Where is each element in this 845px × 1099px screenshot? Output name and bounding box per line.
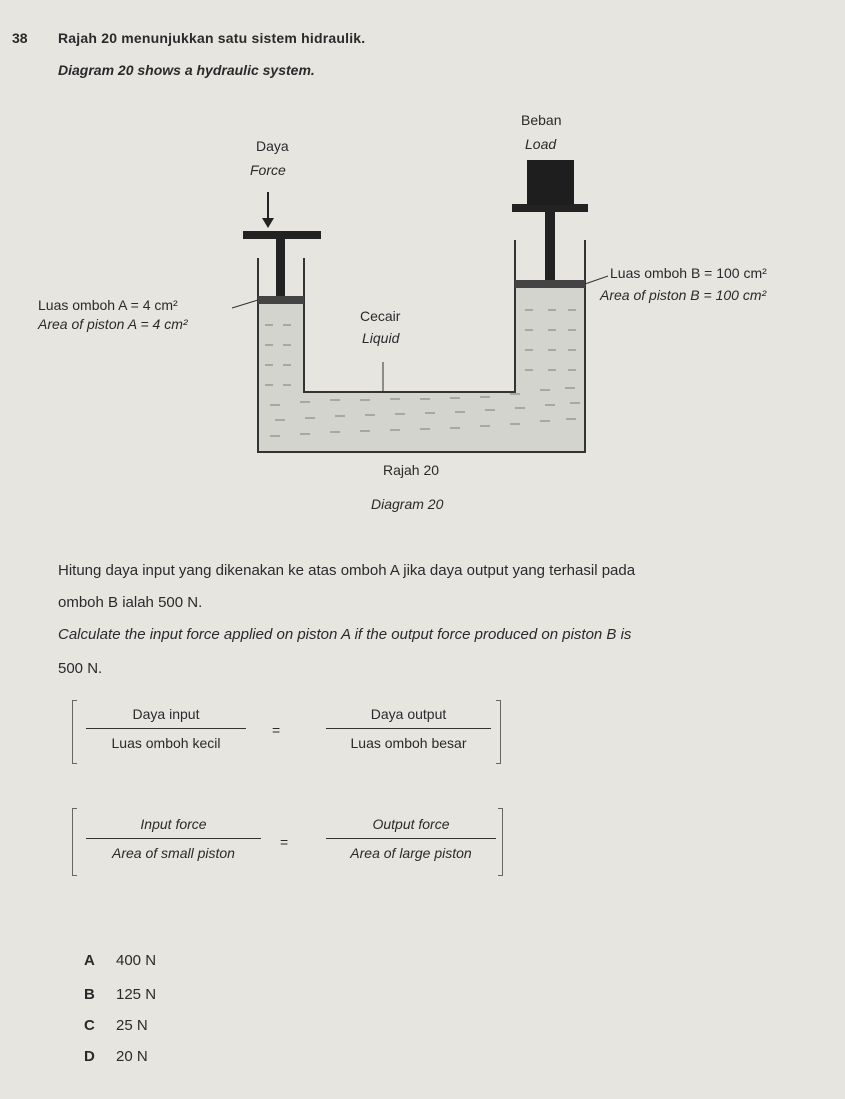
question-stem-english: Diagram 20 shows a hydraulic system.: [58, 62, 315, 78]
option-value: 20 N: [116, 1048, 148, 1065]
option-c[interactable]: [84, 1017, 148, 1034]
option-letter: C: [84, 1017, 95, 1034]
option-value: 125 N: [116, 986, 157, 1003]
formula-english-right-numerator: Output force: [372, 816, 450, 832]
option-letter: A: [84, 952, 95, 969]
formula-english: [76, 808, 506, 868]
formula-english-left-denominator: Area of small piston: [112, 845, 235, 861]
formula-english-left-numerator: Input force: [140, 816, 207, 832]
question-number: 38: [12, 30, 28, 46]
formula-english-left-bracket: [72, 808, 77, 876]
piston-b-label-english: Area of piston B = 100 cm²: [600, 287, 767, 303]
formula-english-right-bracket: [498, 808, 503, 876]
formula-malay-right-numerator: Daya output: [370, 706, 447, 722]
force-arrow: [262, 192, 274, 228]
piston-a-label-english: Area of piston A = 4 cm²: [38, 316, 188, 332]
formula-malay-left-fraction: [86, 706, 246, 751]
question-text-malay-line-2: omboh B ialah 500 N.: [58, 594, 203, 611]
liquid-label-malay: Cecair: [360, 308, 401, 324]
question-text-english-line-2: 500 N.: [58, 660, 103, 677]
piston-b-label-malay: Luas omboh B = 100 cm²: [610, 265, 767, 281]
option-value: 25 N: [116, 1017, 148, 1034]
option-letter: B: [84, 986, 95, 1003]
formula-malay-left-denominator: Luas omboh kecil: [111, 735, 221, 751]
question-stem-malay: Rajah 20 menunjukkan satu sistem hidraulik.: [58, 30, 366, 46]
hydraulic-system-diagram: [0, 0, 845, 520]
force-label-english: Force: [250, 162, 286, 178]
liquid-body: [258, 286, 585, 452]
piston-b: [512, 204, 588, 288]
option-a[interactable]: [84, 952, 156, 969]
piston-a: [243, 231, 321, 304]
formula-malay-right-bracket: [496, 700, 501, 764]
piston-b-leader-line: [585, 276, 608, 284]
question-text-malay-line-1: Hitung daya input yang dikenakan ke atas omboh A jika daya output yang terhasil pada: [58, 562, 636, 579]
diagram-caption-english: Diagram 20: [371, 496, 444, 512]
piston-a-label-malay: Luas omboh A = 4 cm²: [38, 297, 178, 313]
formula-english-right-fraction: [326, 816, 496, 861]
diagram-caption-malay: Rajah 20: [383, 462, 440, 478]
container-inner-wall: [304, 240, 515, 392]
formula-malay: [76, 700, 506, 760]
piston-a-leader-line: [232, 300, 258, 308]
load-label-malay: Beban: [521, 112, 562, 128]
option-b[interactable]: [84, 986, 156, 1003]
formula-malay-right-denominator: Luas omboh besar: [350, 735, 467, 751]
formula-malay-left-bracket: [72, 700, 77, 764]
load-label-english: Load: [525, 136, 557, 152]
formula-malay-left-numerator: Daya input: [132, 706, 200, 722]
formula-malay-equals: =: [272, 722, 281, 738]
load-block: [527, 160, 574, 205]
option-value: 400 N: [116, 952, 157, 969]
liquid-label-english: Liquid: [362, 330, 400, 346]
option-d[interactable]: [84, 1048, 148, 1065]
option-letter: D: [84, 1048, 95, 1065]
formula-english-right-denominator: Area of large piston: [350, 845, 472, 861]
question-text-english-line-1: Calculate the input force applied on piston A if the output force produced on piston B is: [58, 626, 632, 643]
formula-english-left-fraction: [86, 816, 261, 861]
formula-malay-right-fraction: [326, 706, 491, 751]
formula-english-equals: =: [280, 834, 289, 850]
force-label-malay: Daya: [256, 138, 289, 154]
